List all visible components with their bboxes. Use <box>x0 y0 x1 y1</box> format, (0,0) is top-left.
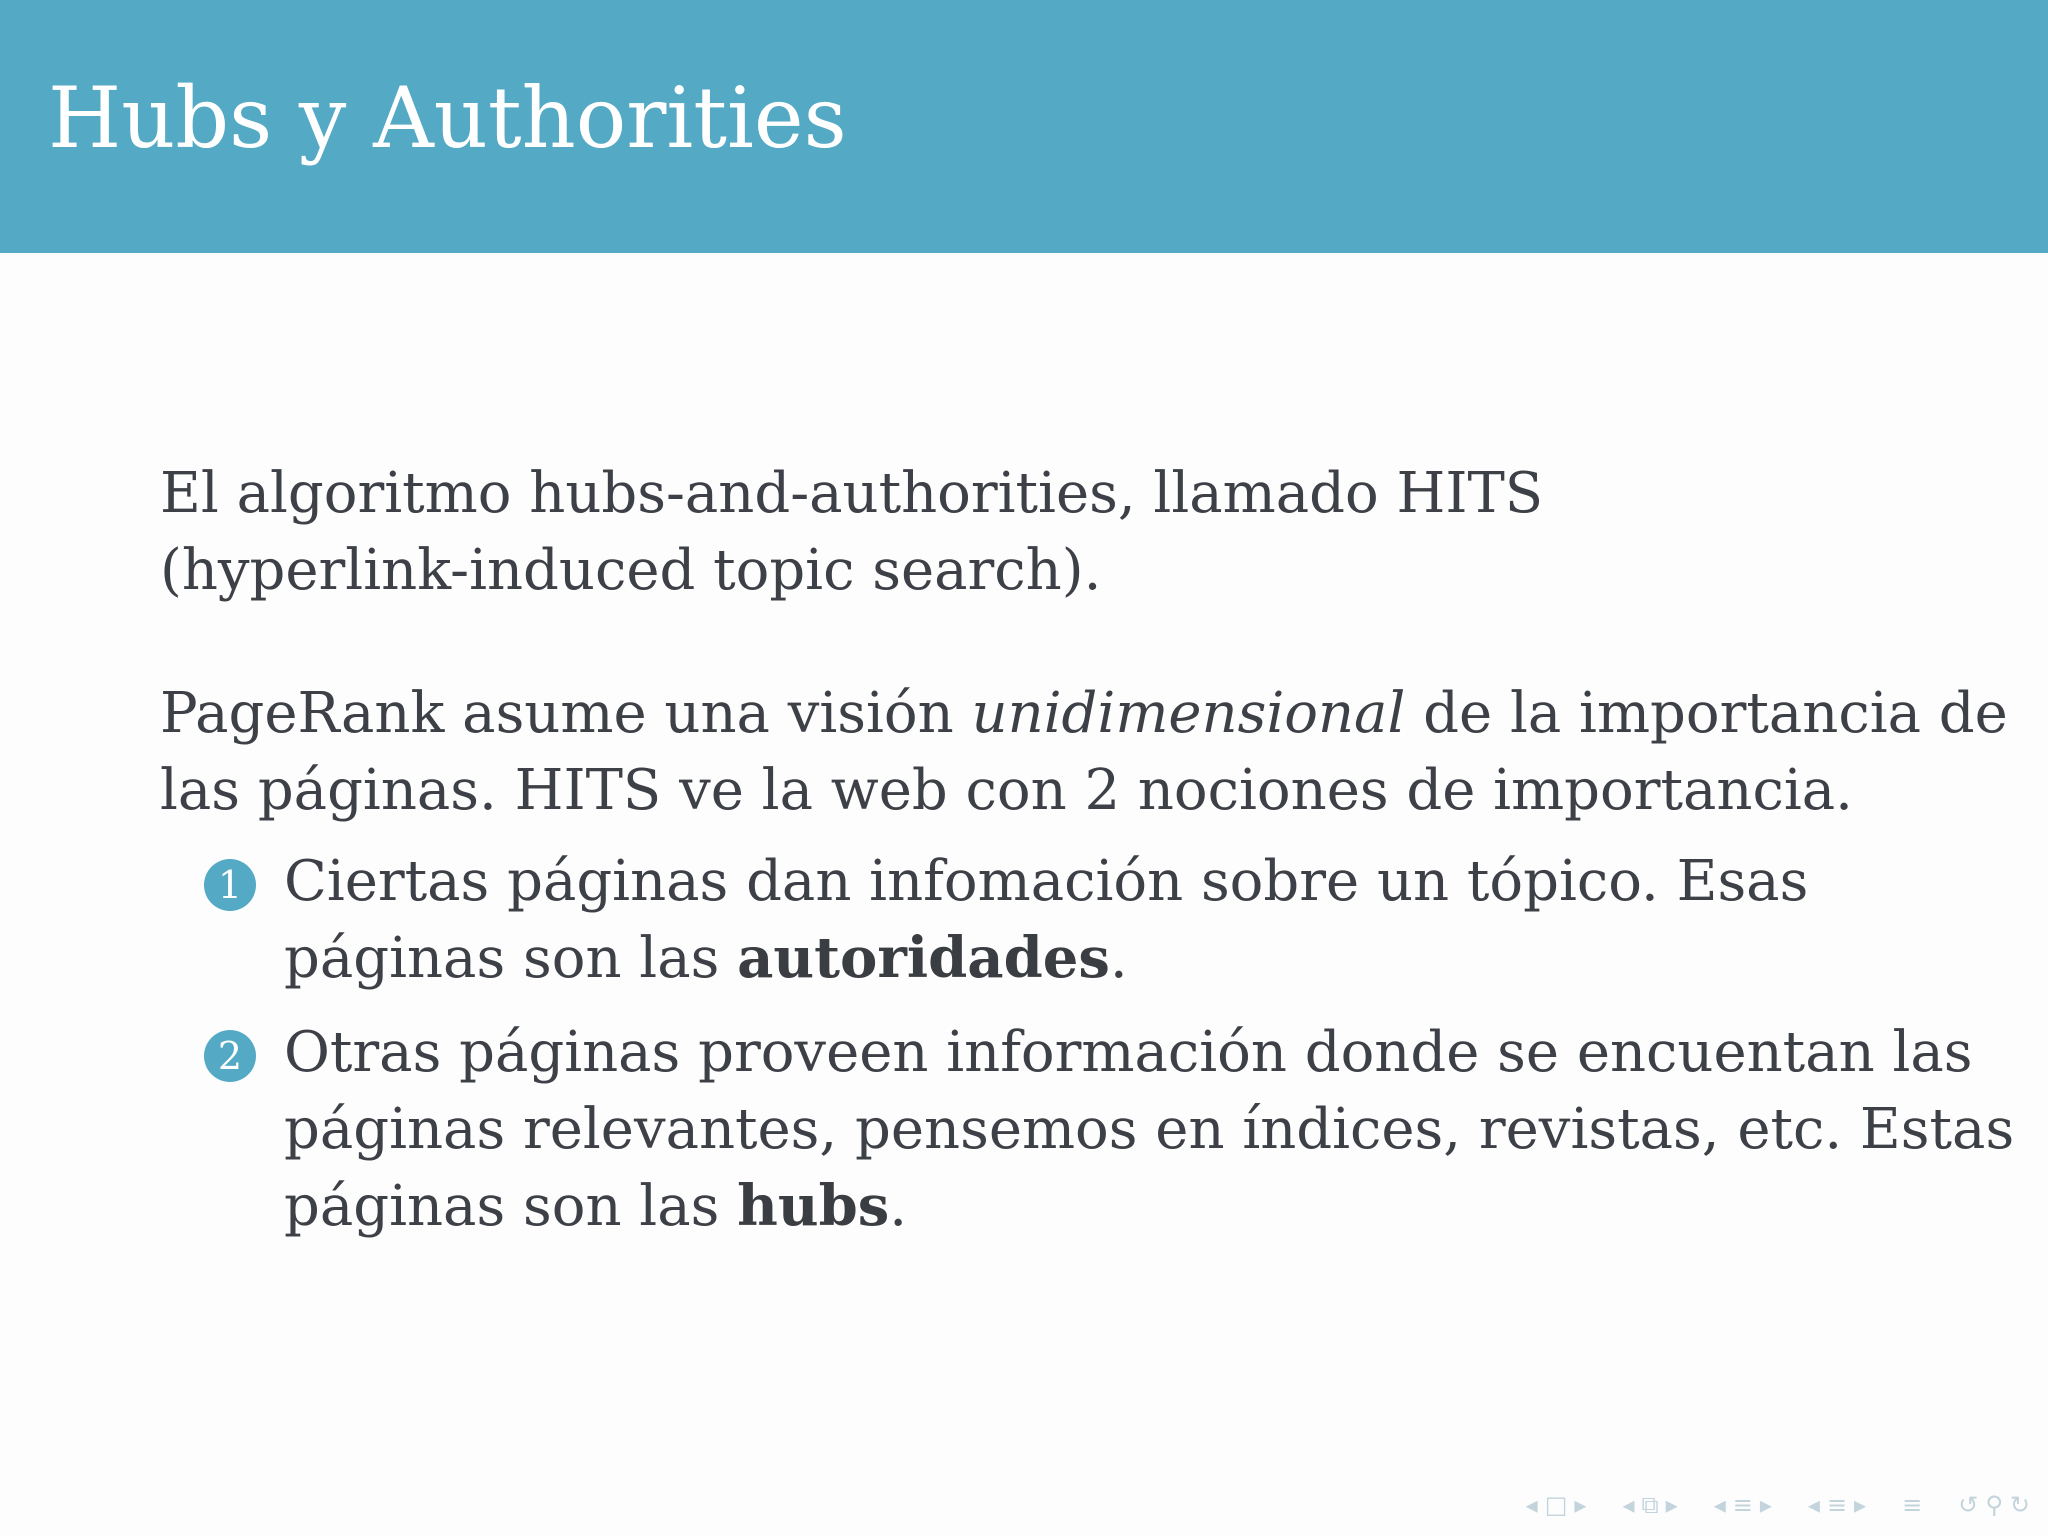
title-bar <box>0 0 2048 253</box>
intro-paragraph <box>160 455 1920 609</box>
section-icon[interactable]: ≡ <box>1732 1491 1753 1519</box>
term-autoridades: autoridades <box>737 925 1110 991</box>
item-1-period: . <box>1109 926 1128 991</box>
arrow-right-icon[interactable]: ▸ <box>1854 1491 1867 1519</box>
item-2-line-1: Otras páginas proveen información donde se encuentan las <box>284 1020 1973 1085</box>
number-badge: 2 <box>204 1030 256 1082</box>
item-2-text-before: páginas son las <box>284 1174 738 1239</box>
list-item <box>160 843 1920 997</box>
slide-body <box>160 455 2015 1245</box>
number-badge: 1 <box>204 859 256 911</box>
emphasis-unidimensional: unidimensional <box>971 681 1406 746</box>
search-icon[interactable]: ⚲ <box>1985 1491 2003 1519</box>
beamer-navigation <box>1526 1490 2030 1520</box>
pagerank-paragraph <box>160 675 2008 829</box>
arrow-left-icon[interactable]: ◂ <box>1622 1491 1635 1519</box>
item-1-text-before: páginas son las <box>284 926 738 991</box>
pagerank-line-2: las páginas. HITS ve la web con 2 nociones de importancia. <box>160 758 1853 823</box>
subsection-icon[interactable]: ≡ <box>1826 1491 1848 1519</box>
frame-icon[interactable]: □ <box>1544 1491 1568 1519</box>
undo-icon[interactable]: ↺ <box>1958 1491 1979 1519</box>
item-1-line-1: Ciertas páginas dan infomación sobre un tópico. Esas <box>284 849 1809 914</box>
pagerank-text-before: PageRank asume una visión <box>160 681 972 746</box>
item-1-line-2 <box>284 920 1920 997</box>
importance-list <box>160 843 2015 1245</box>
slides-icon[interactable]: ⧉ <box>1641 1491 1659 1519</box>
arrow-right-icon[interactable]: ▸ <box>1574 1491 1587 1519</box>
redo-icon[interactable]: ↻ <box>2009 1491 2030 1519</box>
item-2-line-3 <box>284 1168 1920 1245</box>
item-2-line-2: páginas relevantes, pensemos en índices, revistas, etc. Estas <box>284 1097 2015 1162</box>
pagerank-text-after: de la importancia de <box>1405 681 2008 746</box>
arrow-left-icon[interactable]: ◂ <box>1525 1491 1538 1519</box>
arrow-left-icon[interactable]: ◂ <box>1807 1491 1820 1519</box>
item-2-period: . <box>889 1174 908 1239</box>
arrow-right-icon[interactable]: ▸ <box>1759 1491 1772 1519</box>
slide-title: Hubs y Authorities <box>48 69 847 167</box>
intro-line-1: El algoritmo hubs-and-authorities, llamado HITS <box>160 461 1544 526</box>
term-hubs: hubs <box>737 1173 890 1239</box>
align-icon[interactable]: ≡ <box>1902 1491 1923 1519</box>
arrow-right-icon[interactable]: ▸ <box>1665 1491 1678 1519</box>
arrow-left-icon[interactable]: ◂ <box>1713 1491 1726 1519</box>
pagerank-line-1 <box>160 675 2008 752</box>
list-item <box>160 1014 2015 1245</box>
intro-line-2: (hyperlink-induced topic search). <box>160 538 1102 603</box>
